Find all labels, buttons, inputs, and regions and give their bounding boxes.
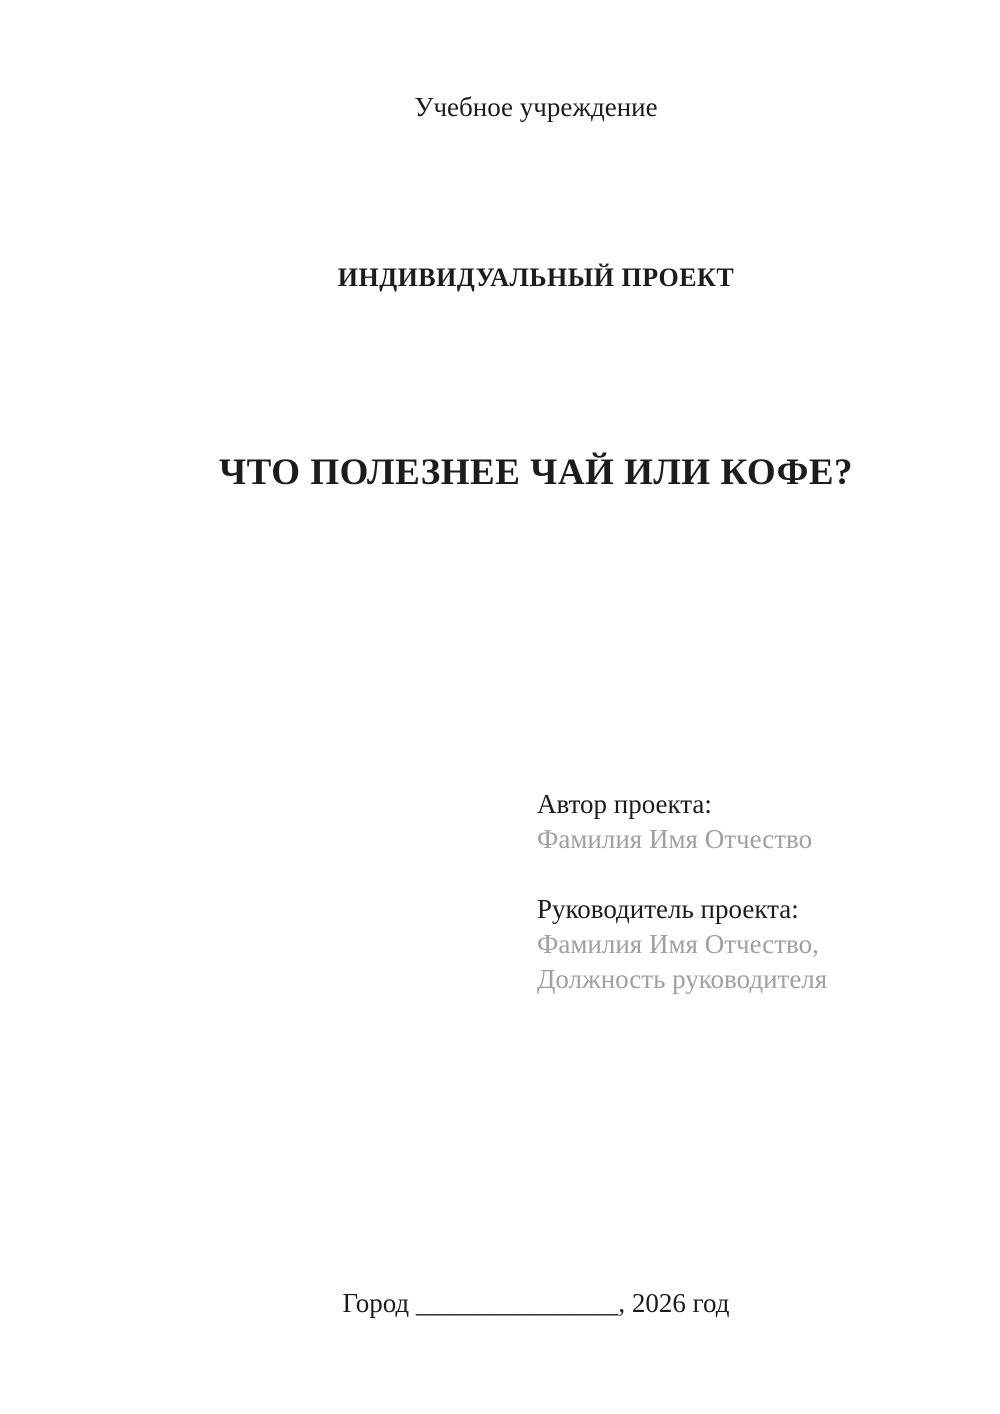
supervisor-position-placeholder: Должность руководителя <box>537 964 828 994</box>
year-text: , 2026 год <box>618 1288 730 1318</box>
supervisor-block <box>537 892 827 997</box>
project-title: ЧТО ПОЛЕЗНЕЕ ЧАЙ ИЛИ КОФЕ? <box>218 452 854 493</box>
supervisor-name-placeholder: Фамилия Имя Отчество, <box>537 929 819 959</box>
institution-name: Учебное учреждение <box>414 92 658 122</box>
city-blank-line: _______________ <box>415 1288 619 1318</box>
author-block <box>537 787 812 857</box>
city-label: Город <box>342 1288 416 1318</box>
supervisor-label: Руководитель проекта: <box>537 894 799 924</box>
city-year-line <box>143 1288 929 1319</box>
project-type-heading: ИНДИВИДУАЛЬНЫЙ ПРОЕКТ <box>337 263 735 292</box>
author-label: Автор проекта: <box>537 789 712 819</box>
author-name-placeholder: Фамилия Имя Отчество <box>537 824 813 854</box>
